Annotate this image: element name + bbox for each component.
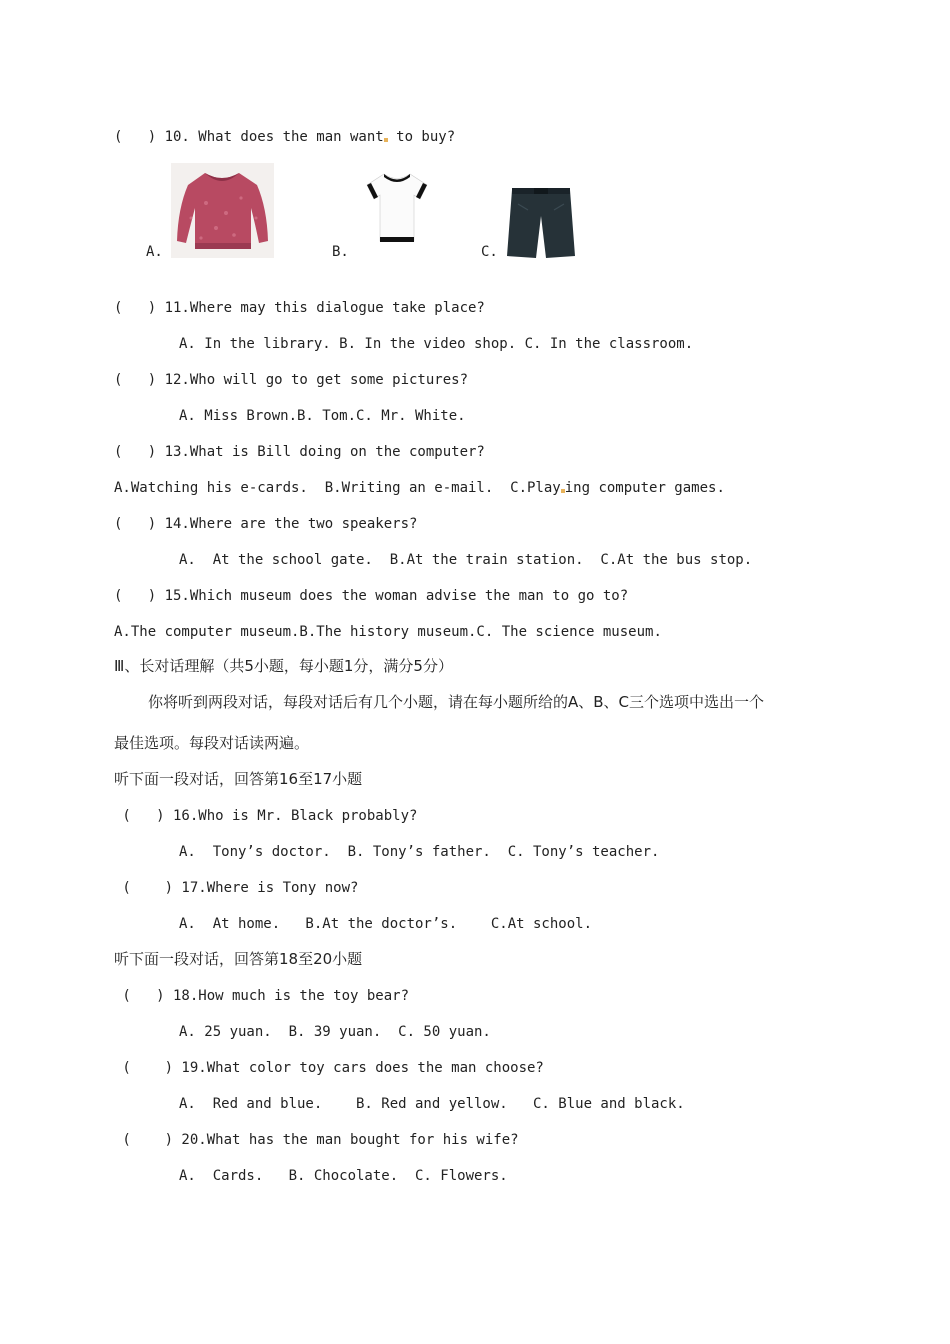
q14-question: ( ) 14.Where are the two speakers? [114, 516, 418, 532]
q19-question: ( ) 19.What color toy cars does the man choose? [114, 1060, 544, 1076]
q11-question: ( ) 11.Where may this dialogue take place? [114, 300, 485, 316]
section-instructions-2: 最佳选项。每段对话读两遍。 [114, 734, 310, 752]
dialogue-2-intro: 听下面一段对话，回答第18至20小题 [114, 950, 363, 968]
q16-question: ( ) 16.Who is Mr. Black probably? [114, 808, 418, 824]
section-heading: Ⅲ、长对话理解（共5小题，每小题1分，满分5分） [114, 657, 453, 675]
tshirt-image [364, 171, 430, 245]
q15-options: A.The computer museum.B.The history museum.C. The science museum. [114, 624, 662, 640]
q13-question: ( ) 13.What is Bill doing on the computer? [114, 444, 485, 460]
q18-options: A. 25 yuan. B. 39 yuan. C. 50 yuan. [179, 1024, 491, 1040]
q10-option-c-label: C. [481, 244, 498, 260]
q20-question: ( ) 20.What has the man bought for his wife? [114, 1132, 519, 1148]
q10-question: ( ) 10. What does the man want to buy? [114, 129, 456, 145]
q20-options: A. Cards. B. Chocolate. C. Flowers. [179, 1168, 508, 1184]
sweater-image [171, 163, 274, 258]
shorts-image [506, 186, 576, 260]
q15-question: ( ) 15.Which museum does the woman advise the man to go to? [114, 588, 629, 604]
q12-options: A. Miss Brown.B. Tom.C. Mr. White. [179, 408, 466, 424]
q14-options: A. At the school gate. B.At the train station. C.At the bus stop. [179, 552, 753, 568]
q17-question: ( ) 17.Where is Tony now? [114, 880, 359, 896]
q10-option-b-label: B. [332, 244, 349, 260]
q18-question: ( ) 18.How much is the toy bear? [114, 988, 410, 1004]
dialogue-1-intro: 听下面一段对话，回答第16至17小题 [114, 770, 363, 788]
section-instructions-1: 你将听到两段对话，每段对话后有几个小题，请在每小题所给的A、B、C三个选项中选出一个 [148, 693, 765, 711]
q16-options: A. Tony’s doctor. B. Tony’s father. C. Tony’s teacher. [179, 844, 660, 860]
q17-options: A. At home. B.At the doctor’s. C.At school. [179, 916, 593, 932]
q11-options: A. In the library. B. In the video shop. C. In the classroom. [179, 336, 694, 352]
q12-question: ( ) 12.Who will go to get some pictures? [114, 372, 469, 388]
q13-options: A.Watching his e-cards. B.Writing an e-mail. C.Play ing computer games. [114, 480, 725, 496]
q19-options: A. Red and blue. B. Red and yellow. C. Blue and black. [179, 1096, 685, 1112]
q10-option-a-label: A. [146, 244, 163, 260]
